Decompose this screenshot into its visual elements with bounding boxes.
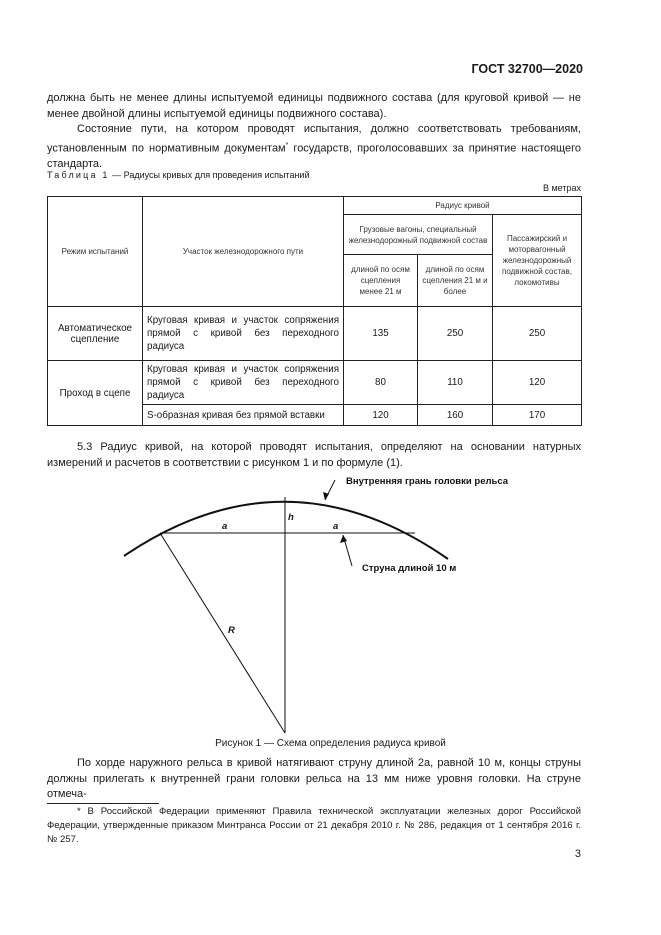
label-inner-edge: Внутренняя грань головки рельса xyxy=(346,476,509,487)
figure-caption: Рисунок 1 — Схема определения радиуса кривой xyxy=(215,738,446,749)
page-number: 3 xyxy=(574,848,581,860)
table-caption-text: — Радиусы кривых для проведения испытаний xyxy=(109,170,310,180)
cell-value: 135 xyxy=(344,307,418,361)
cell-value: 250 xyxy=(493,307,582,361)
paragraph-5-3: 5.3 Радиус кривой, на которой проводят испытания, определяют на основании натурных измерений и расчетов в соответствии с рисунком 1 и по формуле (1). xyxy=(47,441,581,469)
table-units: В метрах xyxy=(542,183,581,193)
table-caption-label: Таблица 1 xyxy=(47,170,110,180)
paragraph-string: По хорде наружного рельса в кривой натягивают струну длиной 2а, равной 10 м, концы струны должны прилегать к внутренней грани головки рельса на 13 мм ниже уровня головки. На струне отмеча- xyxy=(47,757,581,800)
label-string: Струна длиной 10 м xyxy=(362,563,457,574)
cell-mode: Проход в сцепе xyxy=(48,361,143,426)
cell-value: 160 xyxy=(418,405,493,426)
document-header: ГОСТ 32700—2020 xyxy=(471,62,583,76)
cell-mode: Автоматическое сцепление xyxy=(48,307,143,361)
header-passenger: Пассажирский и моторвагонный железнодорожный подвижной состав, локомотивы xyxy=(493,215,582,307)
label-h: h xyxy=(288,512,294,523)
radius-line xyxy=(160,533,285,733)
paragraph-continuation: должна быть не менее длины испытуемой единицы подвижного состава (для круговой кривой — не менее двойной длины испытуемой единицы подвижного состава). xyxy=(47,92,581,120)
cell-value: 80 xyxy=(344,361,418,405)
label-a-left: a xyxy=(222,521,228,532)
footnote-mark: * xyxy=(285,141,289,149)
paragraph-text-b: государств, проголосовавших за принятие настоящего стандарта. xyxy=(47,142,581,170)
footnote: * В Российской Федерации применяют Правила технической эксплуатации железных дорог Российской Федерации, утвержденные приказом Минтранса России от 21 декабря 2010 г. № 286, редакция от 1 сентября 2016 г. № 257. xyxy=(47,806,581,845)
cell-value: 250 xyxy=(418,307,493,361)
cell-section: S-образная кривая без прямой вставки xyxy=(143,405,344,426)
cell-value: 120 xyxy=(493,361,582,405)
header-radius: Радиус кривой xyxy=(344,197,582,215)
arrow-string xyxy=(340,535,347,543)
header-freight: Грузовые вагоны, специальный железнодорожный подвижной состав xyxy=(344,215,493,255)
cell-value: 170 xyxy=(493,405,582,426)
header-mode: Режим испытаний xyxy=(48,197,143,307)
cell-value: 120 xyxy=(344,405,418,426)
cell-section: Круговая кривая и участок сопряжения прямой с кривой без переходного радиуса xyxy=(143,307,344,361)
paragraph-text-a: Состояние пути, на котором проводят испытания, должно соответствовать требованиям, установленным по нормативным документам xyxy=(47,123,581,155)
header-length-more: длиной по осям сцепления 21 м и более xyxy=(418,255,493,307)
footnote-divider xyxy=(47,803,159,804)
label-a-right: a xyxy=(333,521,339,532)
header-section: Участок железнодорожного пути xyxy=(143,197,344,307)
header-length-less: длиной по осям сцепления менее 21 м xyxy=(344,255,418,307)
label-R: R xyxy=(228,625,235,636)
cell-value: 110 xyxy=(418,361,493,405)
cell-section: Круговая кривая и участок сопряжения прямой с кривой без переходного радиуса xyxy=(143,361,344,405)
rail-arc xyxy=(124,502,448,559)
